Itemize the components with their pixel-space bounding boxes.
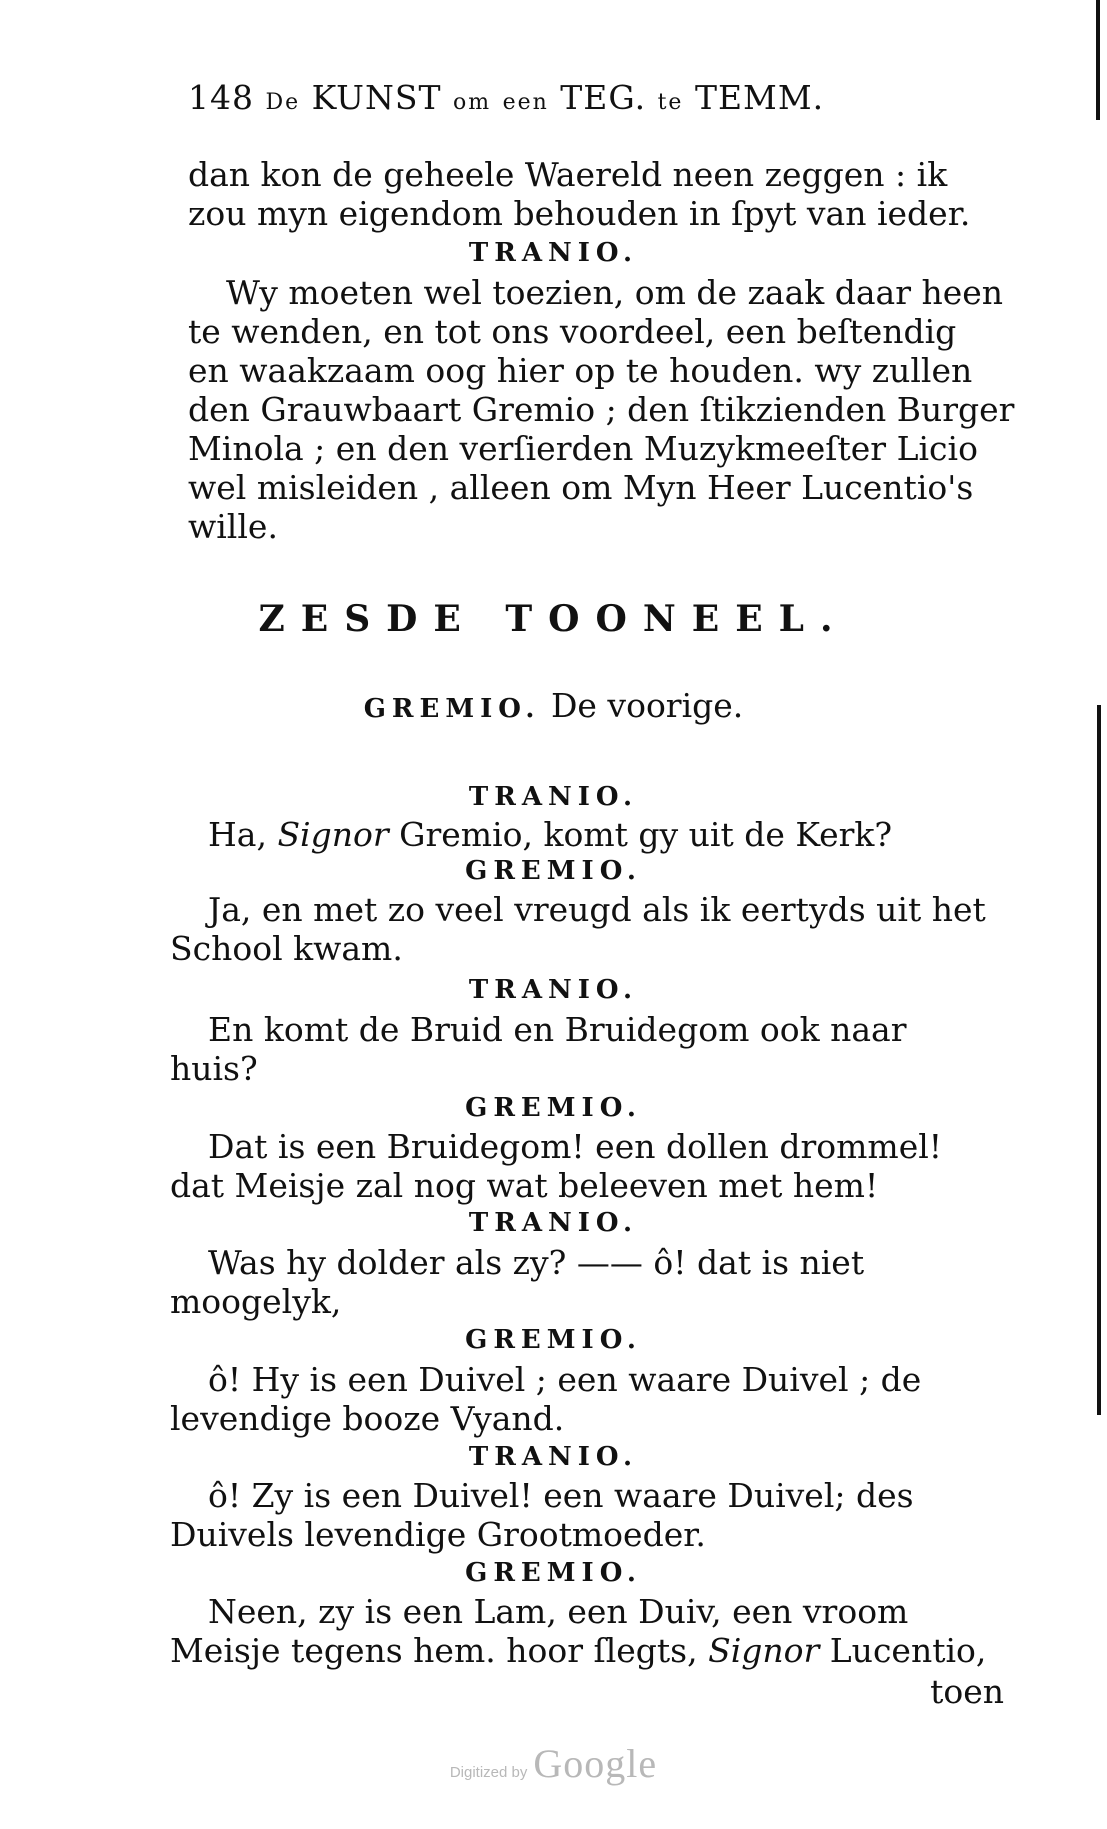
dialogue-text: Ha, [208,815,278,854]
speaker-label: TRANIO. [468,1208,639,1238]
dialogue-text: En komt de Bruid en Bruidegom ook naar [208,1010,907,1049]
text-line: Minola ; en den verſierden Muzykmeeſter Licio [188,429,978,468]
speaker-label: GREMIO. [465,1558,642,1588]
header-word: TEG. [560,78,647,117]
speaker-label: TRANIO. [468,238,639,268]
dialogue-emphasis: Signor [708,1631,820,1670]
dialogue-text: dat Meisje zal nog wat beleeven met hem! [170,1166,879,1205]
dialogue-text: Gremio, komt gy uit de Kerk? [388,815,893,854]
text-line: te wenden, en tot ons voordeel, een beſtendig [188,312,957,351]
dialogue-text: ô! Hy is een Duivel ; een waare Duivel ; de [208,1360,922,1399]
dialogue-text: huis? [170,1049,258,1088]
watermark-text: Digitized by [449,1764,528,1781]
text-line: dan kon de geheele Waereld neen zeggen : ik [188,155,948,194]
dialogue-text: Duivels levendige Grootmoeder. [170,1515,706,1554]
running-header [188,78,1018,117]
scene-heading: ZESDE TOONEEL. [258,598,849,640]
dialogue-line [170,1127,1030,1205]
dialogue-line [170,1592,1030,1670]
dialogue-text: Was hy dolder als zy? —— ô! dat is niet [208,1243,865,1282]
stage-character: GREMIO. [363,694,541,724]
text-line: zou myn eigendom behouden in ſpyt van ieder. [188,194,971,233]
speaker-label: GREMIO. [465,856,642,886]
page-number: 148 [188,78,254,117]
dialogue-line [170,1243,1030,1321]
text-line: wille. [188,507,278,546]
dialogue-text: Neen, zy is een Lam, een Duiv, een vroom [208,1592,909,1631]
dialogue-text: ô! Zy is een Duivel! een waare Duivel; des [208,1476,914,1515]
header-word: om [452,90,492,115]
dialogue-line [170,1360,1030,1438]
header-word: De [265,90,301,115]
dialogue-text: levendige booze Vyand. [170,1399,565,1438]
stage-direction [0,686,1107,725]
google-logo: Google [533,1741,658,1786]
text-line: den Grauwbaart Gremio ; den ſtikzienden Burger [188,390,1015,429]
header-word: te [657,90,684,115]
dialogue-text: Ja, en met zo veel vreugd als ik eertyds uit het [208,890,986,929]
speaker-label: TRANIO. [468,975,639,1005]
speaker-label: GREMIO. [465,1325,642,1355]
digitized-watermark [0,1740,1107,1787]
dialogue-line [170,1476,1030,1554]
dialogue-text: moogelyk, [170,1282,342,1321]
speaker-label: TRANIO. [468,782,639,812]
dialogue-text: Dat is een Bruidegom! een dollen drommel! [208,1127,943,1166]
dialogue-text: Lucentio, [819,1631,987,1670]
dialogue-text: School kwam. [170,929,403,968]
speaker-label: GREMIO. [465,1093,642,1123]
dialogue-line [170,890,1030,968]
dialogue-text: Meisje tegens hem. hoor ſlegts, [170,1631,709,1670]
text-line: Wy moeten wel toezien, om de zaak daar heen [226,273,1004,312]
speaker-label: TRANIO. [468,1442,639,1472]
dialogue-line [170,815,1030,854]
stage-note: De voorige. [550,686,744,725]
intro-paragraph [188,155,1028,233]
page-edge-mark [1096,0,1100,120]
catchword: toen [930,1672,1004,1711]
speech-paragraph [188,273,1028,546]
dialogue-emphasis: Signor [277,815,389,854]
header-word: een [502,90,549,115]
text-line: en waakzaam oog hier op te houden. wy zullen [188,351,973,390]
text-line: wel misleiden , alleen om Myn Heer Lucentio's [188,468,974,507]
header-word: TEMM. [694,78,825,117]
dialogue-line [170,1010,1030,1088]
header-word: KUNST [311,78,442,117]
